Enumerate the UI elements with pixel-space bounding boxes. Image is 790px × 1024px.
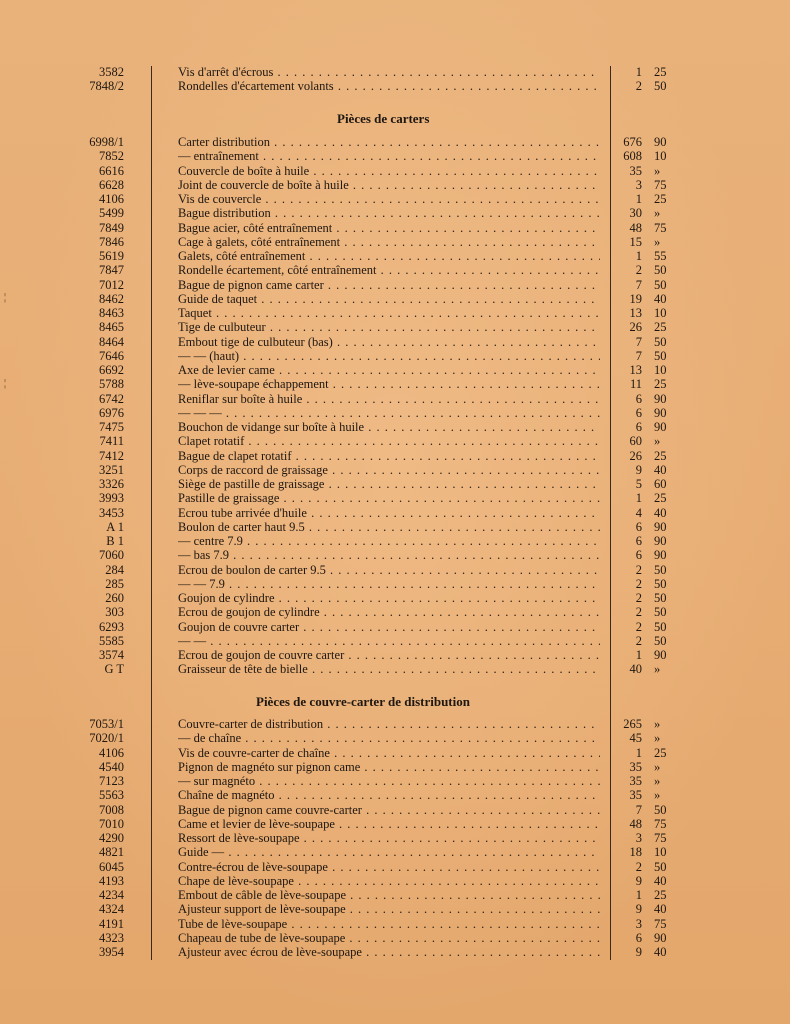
page-edge-mark: ¦	[4, 378, 7, 389]
table-row	[0, 520, 790, 534]
part-description: Siège de pastille de graissage . . .	[178, 477, 600, 491]
table-row	[0, 292, 790, 306]
part-description: Bouchon de vidange sur boîte à huile . . .	[178, 420, 600, 434]
table-row	[0, 662, 790, 676]
table-row	[0, 717, 790, 731]
price-francs: 35	[629, 759, 642, 774]
table-row	[0, 760, 790, 774]
part-description: Couvre-carter de distribution . . .	[178, 717, 600, 731]
part-description: Ressort de lève-soupape . . .	[178, 831, 600, 845]
table-row	[0, 577, 790, 591]
part-description: Rondelle écartement, côté entraînement . . .	[178, 263, 600, 277]
table-row	[0, 149, 790, 163]
price-centimes: 50	[654, 334, 667, 349]
price-francs: 48	[629, 816, 642, 831]
part-reference: 7008	[99, 802, 124, 817]
table-row	[0, 491, 790, 505]
price-centimes: 90	[654, 930, 667, 945]
part-reference: 7060	[99, 548, 124, 563]
table-row	[0, 817, 790, 831]
price-centimes: 25	[654, 320, 667, 335]
table-row	[0, 192, 790, 206]
price-francs: 2	[635, 562, 642, 577]
part-description: Vis de couvre-carter de chaîne . . .	[178, 746, 600, 760]
part-reference: 8463	[99, 306, 124, 320]
part-reference: 8465	[99, 320, 124, 335]
part-description: Bague acier, côté entraînement . . .	[178, 221, 600, 235]
part-description: Carter distribution . . .	[178, 135, 600, 149]
price-centimes: 90	[654, 648, 667, 662]
price-centimes: 50	[654, 263, 667, 278]
price-francs: 35	[629, 788, 642, 803]
price-francs: 2	[635, 591, 642, 605]
price-centimes: 50	[654, 562, 667, 577]
price-francs: 5	[635, 477, 642, 491]
part-reference: 3453	[99, 505, 124, 520]
price-centimes: 25	[654, 888, 667, 902]
price-centimes: 90	[654, 548, 667, 563]
table-row	[0, 349, 790, 363]
part-reference: 4106	[99, 192, 124, 206]
part-reference: 4323	[99, 930, 124, 945]
part-description: Axe de levier came . . .	[178, 363, 600, 377]
price-francs: 2	[635, 859, 642, 874]
table-row	[0, 221, 790, 235]
price-centimes: 50	[654, 859, 667, 874]
part-reference: 4540	[99, 759, 124, 774]
price-francs: 2	[635, 633, 642, 648]
price-centimes: 50	[654, 277, 667, 292]
part-reference: B 1	[106, 534, 124, 548]
part-description: Taquet . . .	[178, 306, 600, 320]
price-francs: 6	[635, 405, 642, 420]
table-row	[0, 563, 790, 577]
table-row	[0, 65, 790, 79]
part-reference: 7020/1	[89, 731, 124, 746]
part-reference: 7411	[99, 434, 124, 449]
price-centimes: 25	[654, 745, 667, 760]
price-centimes: 50	[654, 79, 667, 94]
part-description: Pignon de magnéto sur pignon came . . .	[178, 760, 600, 774]
part-reference: 284	[105, 562, 124, 577]
part-reference: 3251	[99, 462, 124, 477]
table-row	[0, 845, 790, 859]
part-description: Tige de culbuteur . . .	[178, 320, 600, 334]
price-francs: 7	[635, 334, 642, 349]
price-centimes: 40	[654, 462, 667, 477]
price-francs: 1	[635, 888, 642, 902]
price-centimes: 25	[654, 448, 667, 463]
price-francs: 6	[635, 548, 642, 563]
price-francs: 6	[635, 519, 642, 534]
price-centimes: 75	[654, 177, 667, 192]
table-row	[0, 506, 790, 520]
part-reference: G T	[104, 662, 124, 677]
part-reference: 7848/2	[89, 79, 124, 94]
price-francs: 2	[635, 576, 642, 591]
table-row	[0, 392, 790, 406]
price-francs: 7	[635, 348, 642, 363]
price-centimes: 50	[654, 633, 667, 648]
part-reference: 7852	[99, 149, 124, 164]
part-reference: A 1	[106, 519, 124, 534]
price-francs: 9	[635, 902, 642, 917]
part-description: Reniflar sur boîte à huile . . .	[178, 392, 600, 406]
price-francs: 3	[635, 177, 642, 192]
table-row	[0, 320, 790, 334]
price-francs: 15	[629, 234, 642, 249]
table-row	[0, 860, 790, 874]
price-francs: 2	[635, 79, 642, 94]
table-row	[0, 278, 790, 292]
price-francs: 265	[623, 717, 642, 731]
part-reference: 6628	[99, 177, 124, 192]
table-row	[0, 648, 790, 662]
table-row	[0, 377, 790, 391]
table-row	[0, 945, 790, 959]
price-centimes: 60	[654, 477, 667, 491]
price-centimes: 25	[654, 377, 667, 392]
part-reference: 7010	[99, 816, 124, 831]
part-reference: 4106	[99, 745, 124, 760]
table-row	[0, 591, 790, 605]
table-row	[0, 363, 790, 377]
part-description: Bague de pignon came carter . . .	[178, 278, 600, 292]
price-francs: 1	[635, 65, 642, 79]
part-description: Chapeau de tube de lève-soupape . . .	[178, 931, 600, 945]
part-description: Cage à galets, côté entraînement . . .	[178, 235, 600, 249]
table-row	[0, 235, 790, 249]
table-row	[0, 605, 790, 619]
part-reference: 3574	[99, 648, 124, 662]
table-row	[0, 788, 790, 802]
part-reference: 4191	[99, 916, 124, 931]
part-reference: 8462	[99, 291, 124, 306]
part-reference: 6976	[99, 405, 124, 420]
price-centimes: »	[654, 759, 661, 774]
price-centimes: 75	[654, 816, 667, 831]
part-description: Ecrou de goujon de couvre carter . . .	[178, 648, 600, 662]
table-row	[0, 534, 790, 548]
part-description: Contre-écrou de lève-soupape . . .	[178, 860, 600, 874]
table-row	[0, 79, 790, 93]
price-francs: 45	[629, 731, 642, 746]
price-francs: 1	[635, 648, 642, 662]
part-description: Corps de raccord de graissage . . .	[178, 463, 600, 477]
part-description: Vis de couvercle . . .	[178, 192, 600, 206]
price-francs: 7	[635, 277, 642, 292]
part-reference: 7646	[99, 348, 124, 363]
part-reference: 7053/1	[89, 717, 124, 731]
table-row	[0, 263, 790, 277]
part-reference: 5619	[99, 249, 124, 263]
part-reference: 3582	[99, 65, 124, 79]
price-centimes: 50	[654, 591, 667, 605]
part-reference: 6293	[99, 619, 124, 634]
price-francs: 4	[635, 505, 642, 520]
part-description: — — — . . .	[178, 406, 600, 420]
table-row	[0, 463, 790, 477]
table-row	[0, 620, 790, 634]
part-description: Bague distribution . . .	[178, 206, 600, 220]
price-francs: 30	[629, 206, 642, 221]
price-francs: 9	[635, 873, 642, 888]
table-row	[0, 746, 790, 760]
part-description: Goujon de couvre carter . . .	[178, 620, 600, 634]
table-row	[0, 774, 790, 788]
price-centimes: »	[654, 774, 661, 788]
part-reference: 7123	[99, 774, 124, 788]
part-reference: 8464	[99, 334, 124, 349]
part-description: — de chaîne . . .	[178, 731, 600, 745]
price-francs: 48	[629, 220, 642, 235]
price-francs: 1	[635, 491, 642, 506]
price-centimes: »	[654, 163, 661, 178]
part-description: Chape de lève-soupape . . .	[178, 874, 600, 888]
price-centimes: 50	[654, 619, 667, 634]
part-reference: 6742	[99, 391, 124, 406]
part-description: Clapet rotatif . . .	[178, 434, 600, 448]
table-row	[0, 831, 790, 845]
price-centimes: 10	[654, 845, 667, 860]
part-description: — lève-soupape échappement . . .	[178, 377, 600, 391]
price-francs: 3	[635, 916, 642, 931]
table-row	[0, 803, 790, 817]
part-description: Bague de pignon came couvre-carter . . .	[178, 803, 600, 817]
price-francs: 9	[635, 462, 642, 477]
part-reference: 6998/1	[89, 135, 124, 149]
price-francs: 2	[635, 619, 642, 634]
price-francs: 676	[623, 135, 642, 149]
price-centimes: 50	[654, 605, 667, 620]
price-centimes: »	[654, 206, 661, 221]
price-centimes: 10	[654, 363, 667, 377]
price-francs: 1	[635, 249, 642, 263]
part-description: Pastille de graissage . . .	[178, 491, 600, 505]
price-francs: 19	[629, 291, 642, 306]
price-francs: 1	[635, 192, 642, 206]
table-row	[0, 135, 790, 149]
price-centimes: 25	[654, 65, 667, 79]
price-francs: 40	[629, 662, 642, 677]
price-centimes: 25	[654, 192, 667, 206]
price-francs: 26	[629, 320, 642, 335]
price-centimes: »	[654, 662, 661, 677]
table-row	[0, 406, 790, 420]
part-description: Came et levier de lève-soupape . . .	[178, 817, 600, 831]
price-centimes: »	[654, 731, 661, 746]
part-reference: 4193	[99, 873, 124, 888]
part-reference: 7012	[99, 277, 124, 292]
part-description: Ecrou de goujon de cylindre . . .	[178, 605, 600, 619]
price-francs: 6	[635, 391, 642, 406]
price-francs: 2	[635, 605, 642, 620]
part-description: Ecrou tube arrivée d'huile . . .	[178, 506, 600, 520]
part-reference: 7846	[99, 234, 124, 249]
price-francs: 2	[635, 263, 642, 278]
price-centimes: 40	[654, 291, 667, 306]
price-francs: 6	[635, 534, 642, 548]
part-reference: 5563	[99, 788, 124, 803]
price-centimes: 90	[654, 519, 667, 534]
part-description: Joint de couvercle de boîte à huile . . .	[178, 178, 600, 192]
part-reference: 5499	[99, 206, 124, 221]
part-description: Vis d'arrêt d'écrous . . .	[178, 65, 600, 79]
price-francs: 6	[635, 420, 642, 434]
section-title-carters: Pièces de carters	[337, 111, 430, 126]
part-reference: 7847	[99, 263, 124, 278]
part-reference: 5788	[99, 377, 124, 392]
part-description: — — (haut) . . .	[178, 349, 600, 363]
table-row	[0, 902, 790, 916]
part-description: Graisseur de tête de bielle . . .	[178, 662, 600, 676]
part-description: Embout de câble de lève-soupape . . .	[178, 888, 600, 902]
part-reference: 3993	[99, 491, 124, 506]
table-row	[0, 931, 790, 945]
table-row	[0, 206, 790, 220]
table-row	[0, 420, 790, 434]
table-row	[0, 874, 790, 888]
price-francs: 35	[629, 163, 642, 178]
part-reference: 303	[105, 605, 124, 620]
price-francs: 6	[635, 930, 642, 945]
price-centimes: 75	[654, 831, 667, 845]
table-row	[0, 917, 790, 931]
part-reference: 4290	[99, 831, 124, 845]
price-centimes: 10	[654, 306, 667, 320]
price-centimes: 40	[654, 505, 667, 520]
table-row	[0, 477, 790, 491]
price-centimes: »	[654, 434, 661, 449]
part-description: Ajusteur avec écrou de lève-soupape . . .	[178, 945, 600, 959]
price-centimes: 90	[654, 405, 667, 420]
part-reference: 6616	[99, 163, 124, 178]
price-francs: 13	[629, 306, 642, 320]
price-centimes: 75	[654, 916, 667, 931]
part-description: Couvercle de boîte à huile . . .	[178, 164, 600, 178]
price-centimes: »	[654, 717, 661, 731]
page-edge-mark: ¦	[4, 292, 7, 303]
part-reference: 7849	[99, 220, 124, 235]
table-row	[0, 249, 790, 263]
part-reference: 285	[105, 576, 124, 591]
price-francs: 26	[629, 448, 642, 463]
price-centimes: 50	[654, 576, 667, 591]
part-description: Rondelles d'écartement volants . . .	[178, 79, 600, 93]
table-row	[0, 731, 790, 745]
part-reference: 7412	[99, 448, 124, 463]
part-description: Embout tige de culbuteur (bas) . . .	[178, 335, 600, 349]
part-reference: 7475	[99, 420, 124, 434]
part-reference: 4821	[99, 845, 124, 860]
part-description: Bague de clapet rotatif . . .	[178, 449, 600, 463]
section-title-couvre-carter: Pièces de couvre-carter de distribution	[256, 694, 470, 709]
table-row	[0, 434, 790, 448]
price-centimes: 40	[654, 945, 667, 959]
part-description: — entraînement . . .	[178, 149, 600, 163]
part-reference: 5585	[99, 633, 124, 648]
table-row	[0, 888, 790, 902]
part-reference: 6692	[99, 363, 124, 377]
table-row	[0, 164, 790, 178]
price-francs: 608	[623, 149, 642, 164]
part-reference: 3326	[99, 477, 124, 491]
part-description: Tube de lève-soupape . . .	[178, 917, 600, 931]
part-description: Ecrou de boulon de carter 9.5 . . .	[178, 563, 600, 577]
price-centimes: »	[654, 788, 661, 803]
price-centimes: 90	[654, 135, 667, 149]
part-reference: 4324	[99, 902, 124, 917]
price-centimes: 25	[654, 491, 667, 506]
part-description: Ajusteur support de lève-soupape . . .	[178, 902, 600, 916]
part-reference: 260	[105, 591, 124, 605]
part-reference: 4234	[99, 888, 124, 902]
part-description: — sur magnéto . . .	[178, 774, 600, 788]
price-centimes: »	[654, 234, 661, 249]
table-row	[0, 449, 790, 463]
part-description: Chaîne de magnéto . . .	[178, 788, 600, 802]
table-row	[0, 178, 790, 192]
price-centimes: 90	[654, 420, 667, 434]
table-row	[0, 306, 790, 320]
part-description: Galets, côté entraînement . . .	[178, 249, 600, 263]
price-francs: 9	[635, 945, 642, 959]
part-description: Boulon de carter haut 9.5 . . .	[178, 520, 600, 534]
price-francs: 18	[629, 845, 642, 860]
price-centimes: 55	[654, 249, 667, 263]
table-row	[0, 548, 790, 562]
price-francs: 1	[635, 745, 642, 760]
price-francs: 3	[635, 831, 642, 845]
price-centimes: 40	[654, 873, 667, 888]
part-description: Guide de taquet . . .	[178, 292, 600, 306]
price-centimes: 75	[654, 220, 667, 235]
price-centimes: 90	[654, 391, 667, 406]
price-francs: 35	[629, 774, 642, 788]
part-description: — centre 7.9 . . .	[178, 534, 600, 548]
price-centimes: 40	[654, 902, 667, 917]
table-row	[0, 335, 790, 349]
price-francs: 7	[635, 802, 642, 817]
table-row	[0, 634, 790, 648]
price-francs: 13	[629, 363, 642, 377]
part-reference: 6045	[99, 859, 124, 874]
part-description: Goujon de cylindre . . .	[178, 591, 600, 605]
price-francs: 60	[629, 434, 642, 449]
price-centimes: 10	[654, 149, 667, 164]
part-reference: 3954	[99, 945, 124, 959]
price-centimes: 90	[654, 534, 667, 548]
part-description: — — 7.9 . . .	[178, 577, 600, 591]
price-centimes: 50	[654, 802, 667, 817]
price-francs: 11	[629, 377, 642, 392]
part-description: Guide — . . .	[178, 845, 600, 859]
part-description: — — . . .	[178, 634, 600, 648]
part-description: — bas 7.9 . . .	[178, 548, 600, 562]
price-centimes: 50	[654, 348, 667, 363]
